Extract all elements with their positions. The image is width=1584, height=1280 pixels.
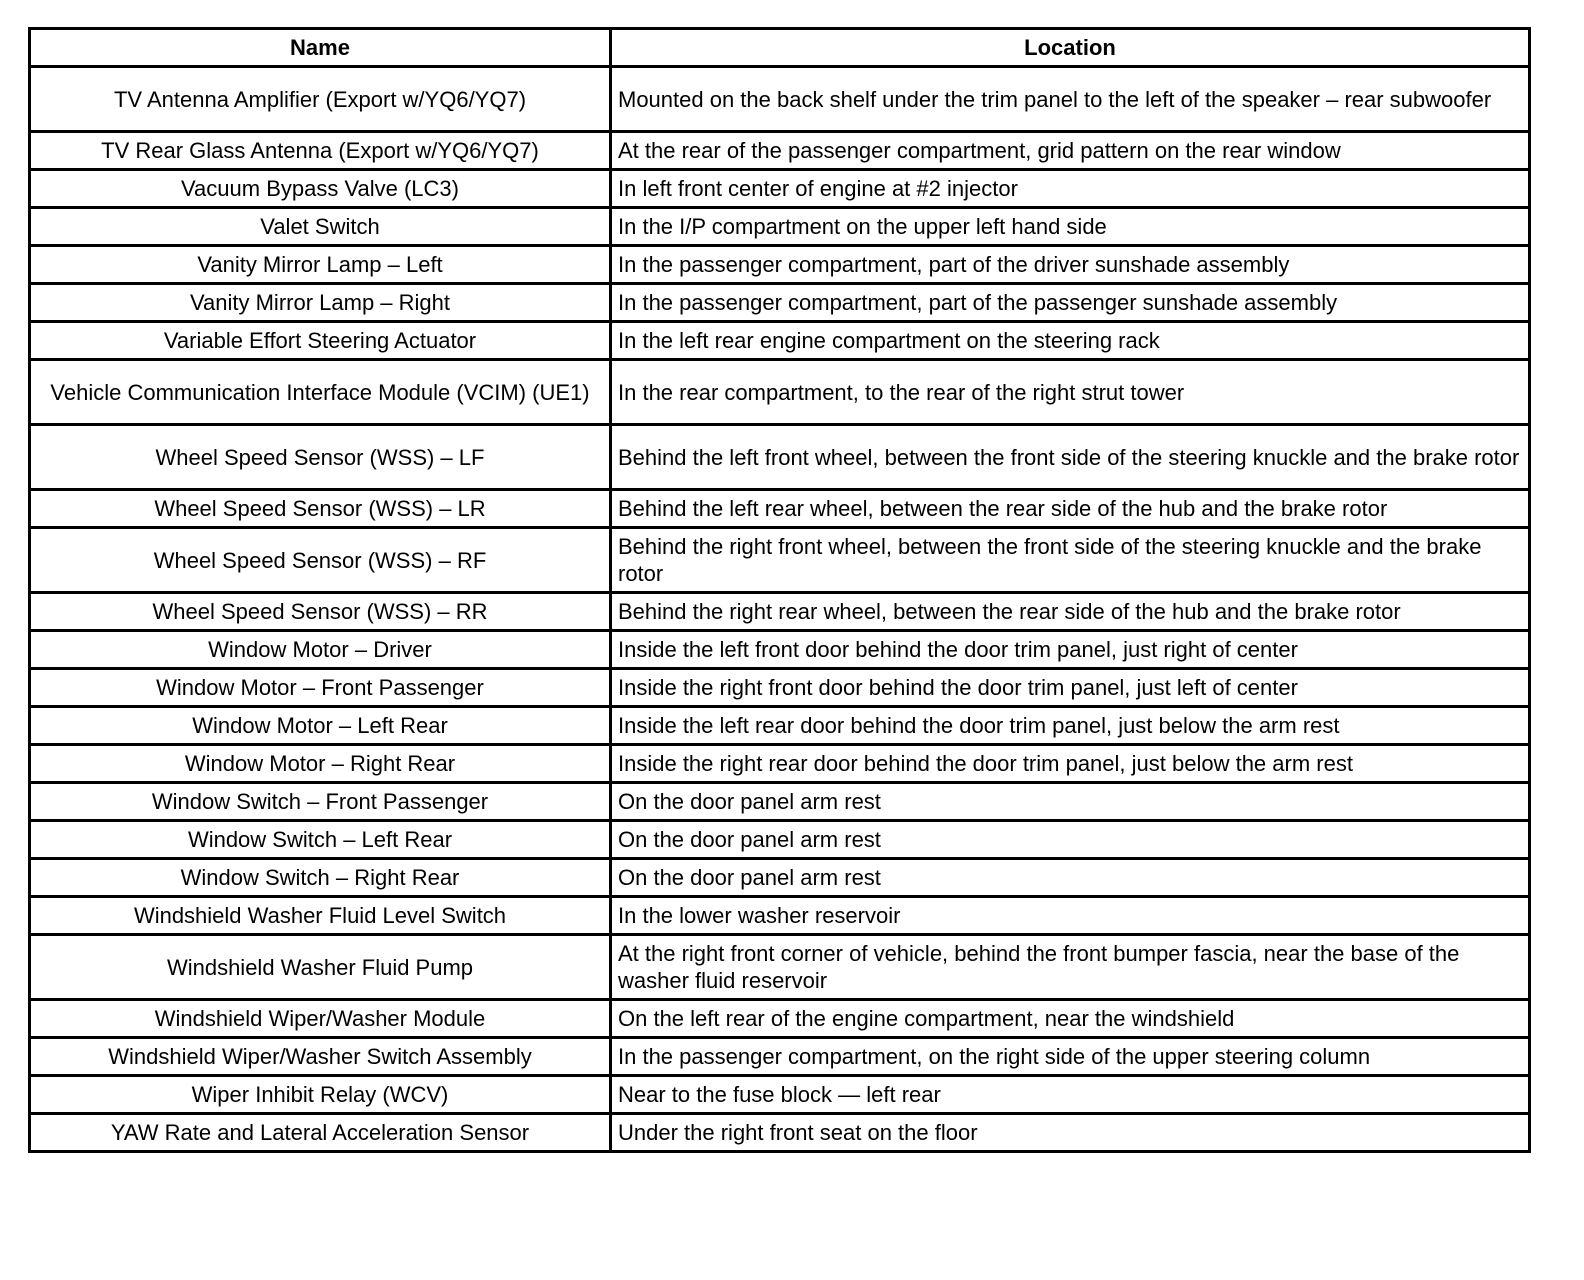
component-location: Inside the left rear door behind the door trim panel, just below the arm rest (611, 707, 1530, 745)
component-location: On the door panel arm rest (611, 859, 1530, 897)
component-location: In the lower washer reservoir (611, 897, 1530, 935)
component-location: Behind the right rear wheel, between the rear side of the hub and the brake rotor (611, 593, 1530, 631)
header-row (30, 29, 1530, 67)
table-row (30, 360, 1530, 425)
component-name: Window Switch – Right Rear (30, 859, 611, 897)
component-name: YAW Rate and Lateral Acceleration Sensor (30, 1114, 611, 1152)
component-location: In left front center of engine at #2 injector (611, 170, 1530, 208)
component-name: TV Antenna Amplifier (Export w/YQ6/YQ7) (30, 67, 611, 132)
component-name: Window Motor – Right Rear (30, 745, 611, 783)
component-name: Window Motor – Front Passenger (30, 669, 611, 707)
component-name: Wheel Speed Sensor (WSS) – LF (30, 425, 611, 490)
table-row (30, 170, 1530, 208)
component-name: Valet Switch (30, 208, 611, 246)
component-name: Vanity Mirror Lamp – Left (30, 246, 611, 284)
component-location: In the I/P compartment on the upper left hand side (611, 208, 1530, 246)
column-header-location: Location (611, 29, 1530, 67)
component-location: Inside the right front door behind the door trim panel, just left of center (611, 669, 1530, 707)
component-location: On the door panel arm rest (611, 821, 1530, 859)
table-row (30, 821, 1530, 859)
component-name: Wheel Speed Sensor (WSS) – RR (30, 593, 611, 631)
table-row (30, 593, 1530, 631)
component-location: In the passenger compartment, on the right side of the upper steering column (611, 1038, 1530, 1076)
component-location: In the passenger compartment, part of the driver sunshade assembly (611, 246, 1530, 284)
component-name: Wheel Speed Sensor (WSS) – LR (30, 490, 611, 528)
table-row (30, 745, 1530, 783)
component-location: On the left rear of the engine compartment, near the windshield (611, 1000, 1530, 1038)
component-name: Window Motor – Driver (30, 631, 611, 669)
component-location: Behind the right front wheel, between the front side of the steering knuckle and the brake rotor (611, 528, 1530, 593)
table-row (30, 935, 1530, 1000)
component-location: Behind the left front wheel, between the front side of the steering knuckle and the brake rotor (611, 425, 1530, 490)
component-name: Windshield Wiper/Washer Switch Assembly (30, 1038, 611, 1076)
table-row (30, 1114, 1530, 1152)
component-name: Vacuum Bypass Valve (LC3) (30, 170, 611, 208)
component-name: Window Switch – Left Rear (30, 821, 611, 859)
table-row (30, 322, 1530, 360)
table-row (30, 669, 1530, 707)
column-header-name: Name (30, 29, 611, 67)
table-row (30, 528, 1530, 593)
component-name: Windshield Washer Fluid Level Switch (30, 897, 611, 935)
component-location: In the left rear engine compartment on the steering rack (611, 322, 1530, 360)
component-name: Windshield Wiper/Washer Module (30, 1000, 611, 1038)
component-location: At the right front corner of vehicle, behind the front bumper fascia, near the base of the washer fluid reservoir (611, 935, 1530, 1000)
table-row (30, 1038, 1530, 1076)
component-location: Under the right front seat on the floor (611, 1114, 1530, 1152)
component-name: Wheel Speed Sensor (WSS) – RF (30, 528, 611, 593)
component-name: Window Motor – Left Rear (30, 707, 611, 745)
table-row (30, 897, 1530, 935)
component-name: Window Switch – Front Passenger (30, 783, 611, 821)
component-location: Near to the fuse block — left rear (611, 1076, 1530, 1114)
table-row (30, 1076, 1530, 1114)
component-location-table (28, 27, 1531, 1153)
component-location: Mounted on the back shelf under the trim panel to the left of the speaker – rear subwoofer (611, 67, 1530, 132)
table-row (30, 707, 1530, 745)
table-row (30, 1000, 1530, 1038)
component-location: Inside the right rear door behind the door trim panel, just below the arm rest (611, 745, 1530, 783)
component-location: In the passenger compartment, part of the passenger sunshade assembly (611, 284, 1530, 322)
table-row (30, 132, 1530, 170)
component-name: Vehicle Communication Interface Module (VCIM) (UE1) (30, 360, 611, 425)
component-location: Inside the left front door behind the door trim panel, just right of center (611, 631, 1530, 669)
component-location: At the rear of the passenger compartment, grid pattern on the rear window (611, 132, 1530, 170)
component-location: In the rear compartment, to the rear of the right strut tower (611, 360, 1530, 425)
table-row (30, 783, 1530, 821)
table-row (30, 284, 1530, 322)
table-row (30, 208, 1530, 246)
component-name: Wiper Inhibit Relay (WCV) (30, 1076, 611, 1114)
component-name: Vanity Mirror Lamp – Right (30, 284, 611, 322)
component-name: TV Rear Glass Antenna (Export w/YQ6/YQ7) (30, 132, 611, 170)
table-row (30, 631, 1530, 669)
table-row (30, 859, 1530, 897)
component-location: On the door panel arm rest (611, 783, 1530, 821)
component-location: Behind the left rear wheel, between the rear side of the hub and the brake rotor (611, 490, 1530, 528)
component-name: Variable Effort Steering Actuator (30, 322, 611, 360)
table-row (30, 490, 1530, 528)
table-row (30, 67, 1530, 132)
table-row (30, 425, 1530, 490)
component-name: Windshield Washer Fluid Pump (30, 935, 611, 1000)
table-row (30, 246, 1530, 284)
